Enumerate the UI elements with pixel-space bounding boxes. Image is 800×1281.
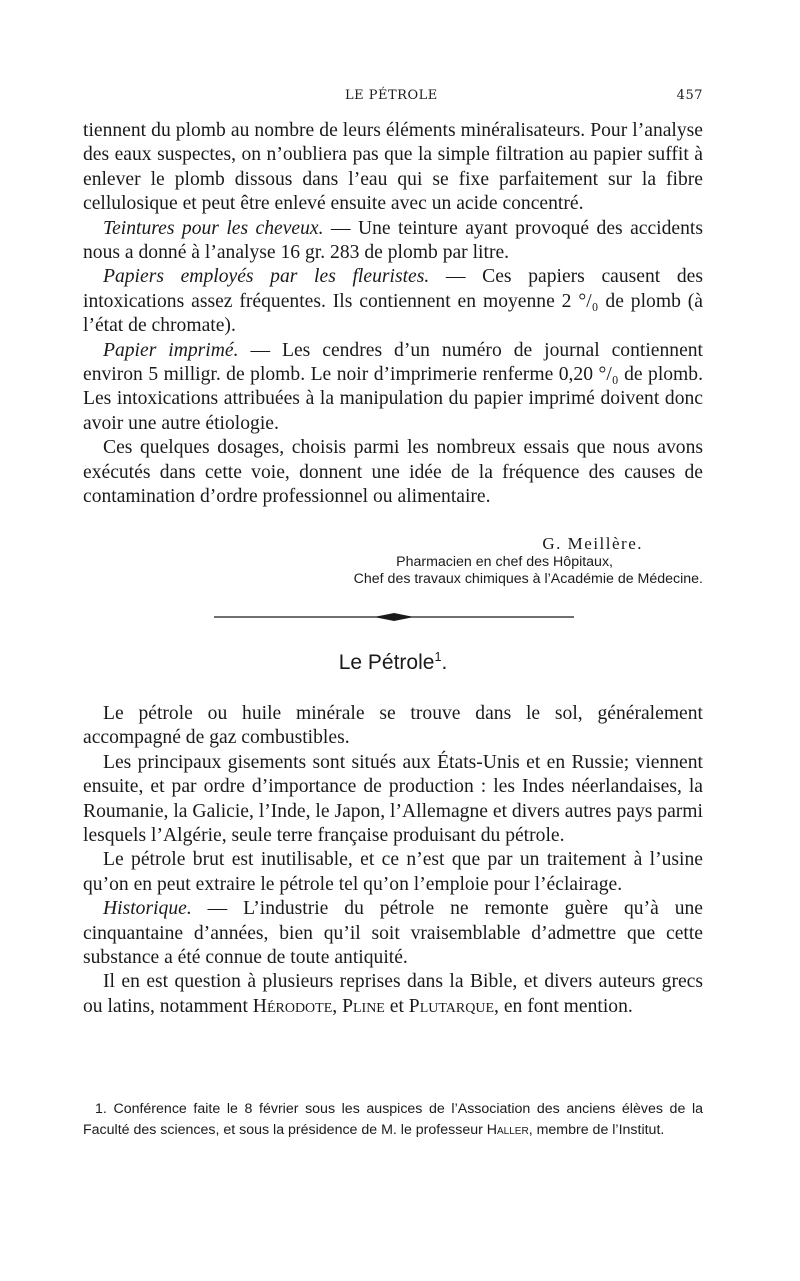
paragraph-heading: Teintures pour les cheveux. — [103, 217, 324, 239]
person-reference: Haller — [486, 1122, 529, 1138]
author-reference: Plutarque — [408, 995, 495, 1017]
paragraph-heading: Papier imprimé. — [103, 339, 239, 361]
paragraph: Ces quelques dosages, choisis parmi les nombreux essais que nous avons exécutés dans cette voie, donnent une idée de la fréquence des causes de contamination d’ordre professionnel ou alimentaire. — [83, 437, 703, 508]
signature-block — [83, 534, 703, 588]
paragraph: Le pétrole ou huile minérale se trouve dans le sol, généralement accompagné de gaz combustibles. — [83, 703, 703, 749]
author-reference: Hérodote — [252, 995, 333, 1017]
paragraph: Il en est question à plusieurs reprises dans la Bible, et divers auteurs grecs ou latins, notamment Hérodote, Pline et Plutarque, en font mention. — [83, 971, 703, 1017]
paragraph: tiennent du plomb au nombre de leurs éléments minéralisateurs. Pour l’analyse des eaux suspectes, on n’oubliera pas que la simple filtration au papier suffit à enlever le plomb dissous dans l’eau qui se fixe parfaitement sur la fibre cellulosique et peut être enlevé ensuite avec un acide concentré. — [83, 120, 703, 215]
paragraph: Historique. — L’industrie du pétrole ne remonte guère qu’à une cinquantaine d’années, bien qu’il soit vraisemblable d’admettre que cette substance a été connue de toute antiquité. — [83, 898, 703, 969]
running-header — [83, 88, 703, 106]
section-divider — [214, 610, 574, 624]
paragraph: Les principaux gisements sont situés aux États-Unis et en Russie; viennent ensuite, et par ordre d’importance de production : les Indes néerlandaises, la Roumanie, la Galicie, l’Inde, le Japon, l’Allemagne et divers autres pays parmi lesquels l’Algérie, seule terre française produisant du pétrole. — [83, 751, 703, 847]
footnote-marker: 1 — [434, 650, 442, 664]
divider-ornament-icon — [374, 613, 414, 621]
author-role: Pharmacien en chef des Hôpitaux, Chef des travaux chimiques à l’Académie de Médecine. — [353, 554, 703, 587]
percent-sign: °/₀ — [578, 290, 599, 312]
running-title: LE PÉTROLE — [345, 88, 438, 103]
paragraph: Teintures pour les cheveux. — Une teinture ayant provoqué des accidents nous a donné à l’analyse 16 gr. 283 de plomb par litre. — [83, 217, 703, 264]
paragraph: Papiers employés par les fleuristes. — Ces papiers causent des intoxications assez fréquentes. Ils contiennent en moyenne 2 °/₀ de plomb (à l’état de chromate). — [83, 266, 703, 337]
percent-sign: °/₀ — [598, 364, 619, 386]
paragraph: Le pétrole brut est inutilisable, et ce n’est que par un traitement à l’usine qu’on en peut extraire le pétrole tel qu’on l’emploie pour l’éclairage. — [83, 849, 703, 895]
section-title: Le Pétrole$^1$. — [338, 650, 448, 674]
article-text — [83, 702, 703, 1019]
author-name: G. Meillère. — [542, 534, 643, 553]
author-reference: Pline — [342, 995, 385, 1017]
continuation-text — [83, 119, 703, 510]
footnote: 1. Conférence faite le 8 février sous les auspices de l’Association des anciens élèves de la Faculté des sciences, et sous la présidence de M. le professeur Haller, membre de l’Institut. — [83, 1101, 703, 1138]
page-number: 457 — [676, 88, 703, 103]
paragraph-heading: Historique. — [103, 898, 192, 920]
paragraph-heading: Papiers employés par les fleuristes. — [103, 266, 430, 288]
paragraph: Papier imprimé. — Les cendres d’un numéro de journal contiennent environ 5 milligr. de plomb. Le noir d’imprimerie renferme 0,20 °/₀ de plomb. Les intoxications attribuées à la manipulation du papier imprimé doivent donc avoir une autre étiologie. — [83, 339, 704, 434]
